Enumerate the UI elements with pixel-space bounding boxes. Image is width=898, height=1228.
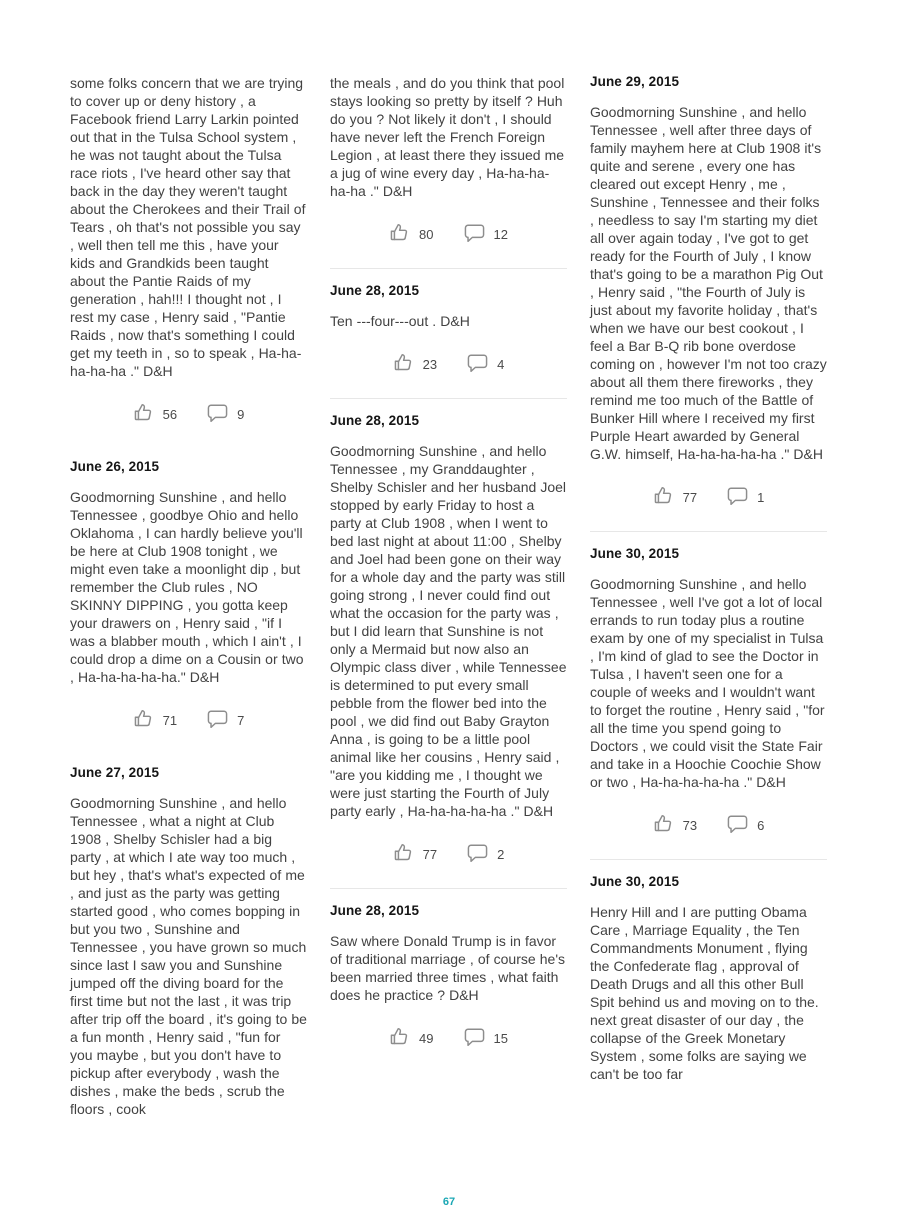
post-body: Goodmorning Sunshine , and hello Tennessee , what a night at Club 1908 , Shelby Schisler had a big party , at which I ate way too much , but hey , that's what's expected of me , and just as the party was getting started good , who comes bopping in but you two , Sunshine and Tennessee , you have grown so much since last I saw you and Sunshine jumped off the diving board for the first time but not the last , it was trip after trip off the board , it's going to be a fun month , Henry said , "fun for you maybe , but you don't have to pickup after everybody , wash the dishes , make the beds , scrub the floors , cook [70, 795, 307, 1117]
post-meta [330, 221, 567, 243]
post-date: June 28, 2015 [330, 413, 420, 428]
comment-icon [207, 404, 228, 423]
like-count: 71 [162, 713, 178, 728]
like-count-group [393, 842, 437, 863]
post-body: Goodmorning Sunshine , and hello Tennessee , well after three days of family mayhem here at Club 1908 it's quite and serene , every one has cleared out except Henry , me , Sunshine , Tennessee and their folks , needless to say I'm starting my diet all over again today , I've got to get ready for the Fourth of July , I know that's going to be a marathon Pig Out , Henry said , "the Fourth of July is just about my favorite holiday , that's when we have our best cookout , I feel a Bar B-Q rib bone overdose coming on , however I'm not too crazy about all them there fireworks , they remind me too much of the Battle of Bunker Hill where I received my first Purple Heart awarded by General G.W. himself, Ha-ha-ha-ha-ha ." D&H [590, 104, 827, 462]
thumbs-up-icon [389, 1026, 410, 1047]
like-count-group [389, 222, 433, 243]
thumbs-up-icon [389, 222, 410, 243]
like-count-group [653, 485, 697, 506]
comment-icon [464, 224, 485, 243]
post-date: June 28, 2015 [330, 283, 420, 298]
comment-count: 4 [497, 357, 505, 372]
post-date: June 30, 2015 [590, 874, 680, 889]
post-body: Ten ---four---out . D&H [330, 313, 470, 329]
post [590, 874, 827, 1083]
post-date: June 29, 2015 [590, 74, 680, 89]
post [70, 459, 307, 729]
like-count-group [393, 352, 437, 373]
comment-icon [207, 710, 228, 729]
post-body: Goodmorning Sunshine , and hello Tennessee , goodbye Ohio and hello Oklahoma , I can hardly believe you'll be here at Club 1908 tonight , we might even take a moonlight dip , but remember the Club rules , NO SKINNY DIPPING , you gotta keep your drawers on , Henry said , "if I was a blabber mouth , which I ain't , I could drop a dime on a Cousin or two , Ha-ha-ha-ha-ha." D&H [70, 489, 304, 685]
comment-count-group [464, 224, 508, 243]
comment-count-group [727, 815, 764, 834]
post [330, 283, 567, 399]
post [330, 903, 567, 1047]
like-count: 49 [419, 1031, 434, 1046]
like-count: 56 [162, 407, 178, 422]
comment-icon [464, 1028, 485, 1047]
comment-count-group [467, 354, 504, 373]
comment-count-group [207, 404, 244, 423]
column-3 [590, 74, 827, 1083]
comment-icon [467, 844, 488, 863]
post [70, 765, 307, 1118]
post-date: June 27, 2015 [70, 765, 160, 780]
comment-count: 6 [757, 818, 765, 833]
post-meta [330, 351, 567, 373]
like-count: 77 [682, 490, 698, 505]
comment-icon [467, 354, 488, 373]
like-count-group [133, 708, 177, 729]
thumbs-up-icon [393, 842, 414, 863]
post-meta [330, 1025, 567, 1047]
post-date: June 26, 2015 [70, 459, 160, 474]
post-body: the meals , and do you think that pool stays looking so pretty by itself ? Huh do you ? Not likely it don't , I should have never left the French Foreign Legion , at least there they issued me a jug of wine every day , Ha-ha-ha-ha-ha ." D&H [330, 75, 565, 199]
thumbs-up-icon [393, 352, 414, 373]
like-count: 80 [419, 227, 434, 242]
post-body: Goodmorning Sunshine , and hello Tennessee , well I've got a lot of local errands to run today plus a routine exam by one of my specialist in Tulsa , I'm kind of glad to see the Doctor in Tulsa , I haven't seen one for a couple of weeks and I wouldn't want to forget the routine , Henry said , "for all the time you spend going to Doctors , we could visit the State Fair and take in a Hoochie Coochie Show or two , Ha-ha-ha-ha-ha ." D&H [590, 576, 825, 790]
post-meta [70, 401, 307, 423]
post-meta [330, 841, 567, 863]
comment-count: 12 [493, 227, 508, 242]
thumbs-up-icon [133, 708, 154, 729]
column-2 [330, 74, 567, 1047]
comment-count-group [727, 487, 764, 506]
comment-count: 1 [757, 490, 765, 505]
post [590, 546, 827, 860]
post [590, 74, 827, 532]
post-body: Saw where Donald Trump is in favor of traditional marriage , of course he's been married three times , what faith does he practice ? D&H [330, 933, 565, 1003]
post-date: June 28, 2015 [330, 903, 420, 918]
post [330, 413, 567, 889]
post-meta [590, 484, 827, 506]
thumbs-up-icon [133, 402, 154, 423]
like-count-group [653, 813, 697, 834]
column-1 [70, 74, 307, 1118]
comment-count: 7 [237, 713, 245, 728]
comment-count-group [207, 710, 244, 729]
comment-count-group [464, 1028, 508, 1047]
comment-icon [727, 487, 748, 506]
like-count-group [389, 1026, 433, 1047]
like-count: 73 [682, 818, 698, 833]
post [70, 74, 307, 423]
post-meta [590, 812, 827, 834]
comment-count: 2 [497, 847, 505, 862]
thumbs-up-icon [653, 485, 674, 506]
columns-container [70, 74, 828, 1118]
comment-count-group [467, 844, 504, 863]
comment-count: 9 [237, 407, 245, 422]
post-date: June 30, 2015 [590, 546, 680, 561]
post-body: some folks concern that we are trying to cover up or deny history , a Facebook friend Larry Larkin pointed out that in the Tulsa School system , he was not taught about the Tulsa race riots , I've heard other say that back in the day they weren't taught about the Cherokees and their Trail of Tears , oh that's not possible you say , well then tell me this , have your kids and Grandkids been taught about the Pantie Raids of my generation , hah!!! I thought not , I rest my case , Henry said , "Pantie Raids , now that's something I could get my teeth in , so to speak , Ha-ha-ha-ha-ha ." D&H [70, 75, 306, 379]
thumbs-up-icon [653, 813, 674, 834]
post-body: Henry Hill and I are putting Obama Care , Marriage Equality , the Ten Commandments Monument , flying the Confederate flag , approval of Death Drugs and all this other Bull Spit behind us and moving on to the. next great disaster of our day , the collapse of the Greek Monetary System , some folks are saying we can't be too far [590, 904, 819, 1082]
post-meta [70, 707, 307, 729]
page-footer [0, 1192, 898, 1210]
like-count: 23 [422, 357, 438, 372]
comment-icon [727, 815, 748, 834]
post-body: Goodmorning Sunshine , and hello Tennessee , my Granddaughter , Shelby Schisler and her husband Joel stopped by early Friday to host a party at Club 1908 , when I went to bed last night at about 11:00 , Shelby and Joel had been gone on their way for a whole day and the party was still going strong , I never could find out what the occasion for the party was , but I did learn that Sunshine is not only a Mermaid but now also an Olympic class diver , while Tennessee is determined to put every small pebble from the flower bed into the pool , we did find out Baby Grayton Anna , is going to be a little pool animal like her cousins , Henry said , "are you kidding me , I thought we were just starting the Fourth of July party early , Ha-ha-ha-ha-ha ." D&H [330, 443, 567, 819]
post [330, 74, 567, 269]
comment-count: 15 [493, 1031, 508, 1046]
like-count: 77 [422, 847, 438, 862]
like-count-group [133, 402, 177, 423]
page-number: 67 [442, 1196, 456, 1208]
